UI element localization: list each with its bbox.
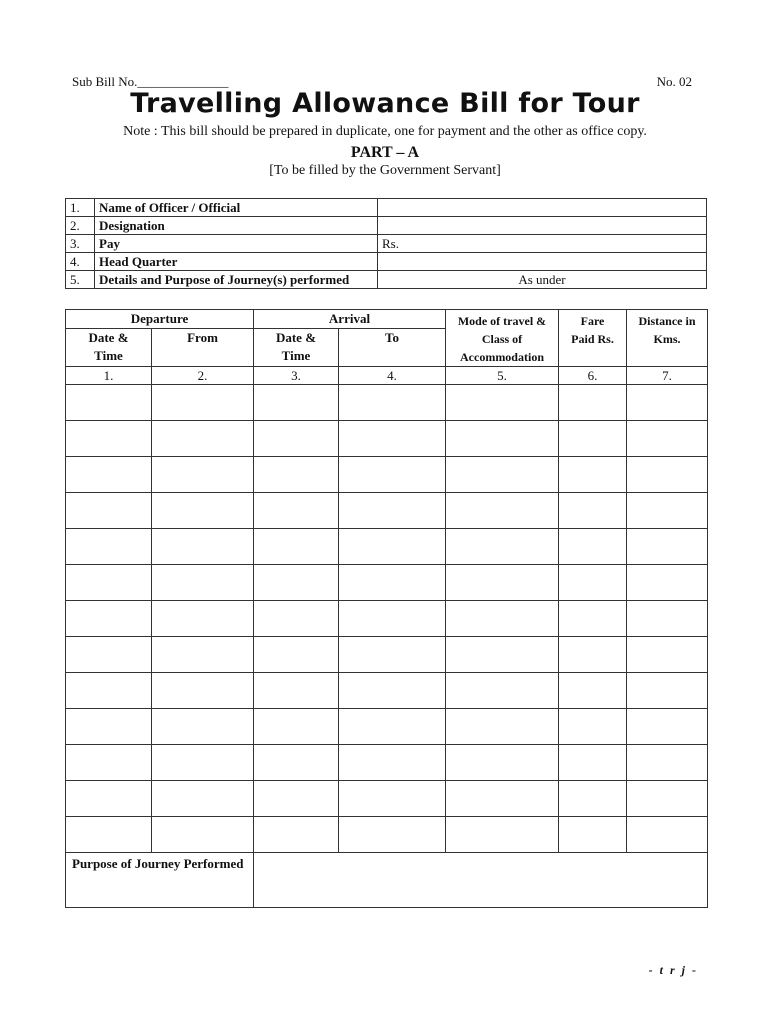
entry-cell[interactable]	[66, 529, 152, 565]
table-row	[66, 421, 708, 457]
entry-cell[interactable]	[66, 601, 152, 637]
distance-header: Distance in Kms.	[627, 310, 708, 367]
entry-cell[interactable]	[254, 709, 339, 745]
entry-cell[interactable]	[627, 565, 708, 601]
arrival-header: Arrival	[254, 310, 446, 329]
column-number: 5.	[446, 367, 559, 385]
entry-cell[interactable]	[627, 673, 708, 709]
head-quarter-field[interactable]	[378, 253, 707, 271]
entry-cell[interactable]	[559, 565, 627, 601]
purpose-row	[66, 853, 708, 908]
column-number: 4.	[339, 367, 446, 385]
entry-cell[interactable]	[559, 529, 627, 565]
entry-cell[interactable]	[339, 529, 446, 565]
table-row	[66, 493, 708, 529]
column-number-row	[66, 367, 708, 385]
to-header: To	[339, 329, 446, 367]
entry-cell[interactable]	[66, 817, 152, 853]
entry-cell[interactable]	[559, 817, 627, 853]
entry-cell[interactable]	[152, 781, 254, 817]
entry-cell[interactable]	[559, 385, 627, 421]
entry-cell[interactable]	[446, 709, 559, 745]
info-row-pay	[66, 235, 707, 253]
entry-cell[interactable]	[627, 601, 708, 637]
mode-of-travel-header: Mode of travel & Class of Accommodation	[446, 310, 559, 367]
entry-cell[interactable]	[339, 457, 446, 493]
entry-cell[interactable]	[339, 817, 446, 853]
entry-cell[interactable]	[339, 745, 446, 781]
journey-details-field[interactable]: As under	[378, 271, 707, 289]
entry-cell[interactable]	[339, 709, 446, 745]
entry-cell[interactable]	[66, 457, 152, 493]
info-row-number: 5.	[66, 271, 95, 289]
table-row	[66, 781, 708, 817]
entry-cell[interactable]	[627, 745, 708, 781]
officer-info-table	[65, 198, 707, 289]
bill-number: No. 02	[656, 74, 692, 89]
info-row-number: 2.	[66, 217, 95, 235]
purpose-of-journey-label: Purpose of Journey Performed	[66, 853, 254, 908]
departure-header: Departure	[66, 310, 254, 329]
entry-cell[interactable]	[339, 601, 446, 637]
column-number: 6.	[559, 367, 627, 385]
entry-cell[interactable]	[339, 385, 446, 421]
entry-cell[interactable]	[446, 493, 559, 529]
page-title: Travelling Allowance Bill for Tour	[130, 88, 640, 119]
info-row-journey-details	[66, 271, 707, 289]
column-number: 7.	[627, 367, 708, 385]
entry-cell[interactable]	[152, 817, 254, 853]
entry-cell[interactable]	[66, 565, 152, 601]
entry-cell[interactable]	[152, 457, 254, 493]
info-row-number: 1.	[66, 199, 95, 217]
entry-cell[interactable]	[152, 529, 254, 565]
entry-cell[interactable]	[627, 637, 708, 673]
entry-cell[interactable]	[66, 637, 152, 673]
table-row	[66, 385, 708, 421]
entry-cell[interactable]	[254, 637, 339, 673]
entry-cell[interactable]	[339, 637, 446, 673]
table-row	[66, 637, 708, 673]
from-header: From	[152, 329, 254, 367]
entry-cell[interactable]	[559, 709, 627, 745]
entry-cell[interactable]	[627, 781, 708, 817]
pay-field[interactable]: Rs.	[378, 235, 707, 253]
fill-instruction: [To be filled by the Government Servant]	[269, 163, 501, 178]
entry-cell[interactable]	[627, 421, 708, 457]
entry-cell[interactable]	[152, 421, 254, 457]
entry-cell[interactable]	[446, 781, 559, 817]
entry-cell[interactable]	[446, 745, 559, 781]
entry-cell[interactable]	[254, 421, 339, 457]
sub-bill-number[interactable]: Sub Bill No.______________	[72, 74, 229, 89]
entry-cell[interactable]	[152, 745, 254, 781]
fare-paid-header: Fare Paid Rs.	[559, 310, 627, 367]
entry-cell[interactable]	[559, 673, 627, 709]
entry-cell[interactable]	[66, 673, 152, 709]
entry-cell[interactable]	[66, 745, 152, 781]
entry-cell[interactable]	[66, 709, 152, 745]
entry-cell[interactable]	[254, 601, 339, 637]
table-row	[66, 457, 708, 493]
entry-cell[interactable]	[66, 385, 152, 421]
entry-cell[interactable]	[446, 673, 559, 709]
entry-cell[interactable]	[627, 817, 708, 853]
footer-mark: - t r j -	[648, 963, 698, 977]
entry-cell[interactable]	[152, 673, 254, 709]
entry-cell[interactable]	[254, 745, 339, 781]
entry-cell[interactable]	[66, 781, 152, 817]
entry-cell[interactable]	[254, 781, 339, 817]
entry-cell[interactable]	[627, 493, 708, 529]
entry-cell[interactable]	[446, 457, 559, 493]
entry-cell[interactable]	[254, 817, 339, 853]
entry-cell[interactable]	[254, 565, 339, 601]
part-heading: PART – A	[350, 144, 420, 161]
entry-cell[interactable]	[152, 601, 254, 637]
entry-cell[interactable]	[446, 817, 559, 853]
column-number: 1.	[66, 367, 152, 385]
entry-cell[interactable]	[339, 493, 446, 529]
table-row	[66, 709, 708, 745]
entry-cell[interactable]	[339, 565, 446, 601]
journey-details-table	[65, 309, 708, 908]
info-row-label: Name of Officer / Official	[95, 199, 378, 217]
table-row	[66, 673, 708, 709]
table-row	[66, 601, 708, 637]
entry-cell[interactable]	[66, 493, 152, 529]
entry-cell[interactable]	[254, 457, 339, 493]
entry-cell[interactable]	[152, 565, 254, 601]
purpose-of-journey-field[interactable]	[254, 853, 708, 908]
entry-cell[interactable]	[339, 421, 446, 457]
entry-cell[interactable]	[627, 709, 708, 745]
entry-cell[interactable]	[446, 637, 559, 673]
duplicate-note: Note : This bill should be prepared in duplicate, one for payment and the other as office copy.	[123, 124, 647, 139]
info-row-label: Head Quarter	[95, 253, 378, 271]
entry-cell[interactable]	[446, 421, 559, 457]
info-row-label: Details and Purpose of Journey(s) performed	[95, 271, 378, 289]
entry-cell[interactable]	[627, 457, 708, 493]
entry-cell[interactable]	[152, 709, 254, 745]
info-row-label: Pay	[95, 235, 378, 253]
info-row-label: Designation	[95, 217, 378, 235]
entry-cell[interactable]	[559, 637, 627, 673]
entry-cell[interactable]	[559, 421, 627, 457]
arrival-date-time-header: Date & Time	[254, 329, 339, 367]
entry-cell[interactable]	[254, 673, 339, 709]
entry-cell[interactable]	[66, 421, 152, 457]
entry-cell[interactable]	[446, 565, 559, 601]
entry-cell[interactable]	[152, 637, 254, 673]
info-row-name	[66, 199, 707, 217]
entry-cell[interactable]	[559, 493, 627, 529]
header-group-row	[66, 310, 708, 329]
entry-cell[interactable]	[254, 529, 339, 565]
table-row	[66, 565, 708, 601]
entry-cell[interactable]	[152, 385, 254, 421]
info-row-number: 4.	[66, 253, 95, 271]
entry-cell[interactable]	[627, 385, 708, 421]
table-row	[66, 817, 708, 853]
designation-field[interactable]	[378, 217, 707, 235]
entry-cell[interactable]	[446, 529, 559, 565]
info-row-head-quarter	[66, 253, 707, 271]
column-number: 3.	[254, 367, 339, 385]
entry-cell[interactable]	[559, 781, 627, 817]
entry-cell[interactable]	[446, 385, 559, 421]
table-row	[66, 529, 708, 565]
entry-cell[interactable]	[559, 745, 627, 781]
column-number: 2.	[152, 367, 254, 385]
entry-cell[interactable]	[152, 493, 254, 529]
officer-name-field[interactable]	[378, 199, 707, 217]
entry-cell[interactable]	[254, 493, 339, 529]
info-row-designation	[66, 217, 707, 235]
entry-cell[interactable]	[339, 781, 446, 817]
departure-date-time-header: Date & Time	[66, 329, 152, 367]
table-row	[66, 745, 708, 781]
entry-cell[interactable]	[559, 457, 627, 493]
entry-cell[interactable]	[559, 601, 627, 637]
entry-cell[interactable]	[339, 673, 446, 709]
entry-cell[interactable]	[254, 385, 339, 421]
entry-cell[interactable]	[446, 601, 559, 637]
entry-cell[interactable]	[627, 529, 708, 565]
info-row-number: 3.	[66, 235, 95, 253]
